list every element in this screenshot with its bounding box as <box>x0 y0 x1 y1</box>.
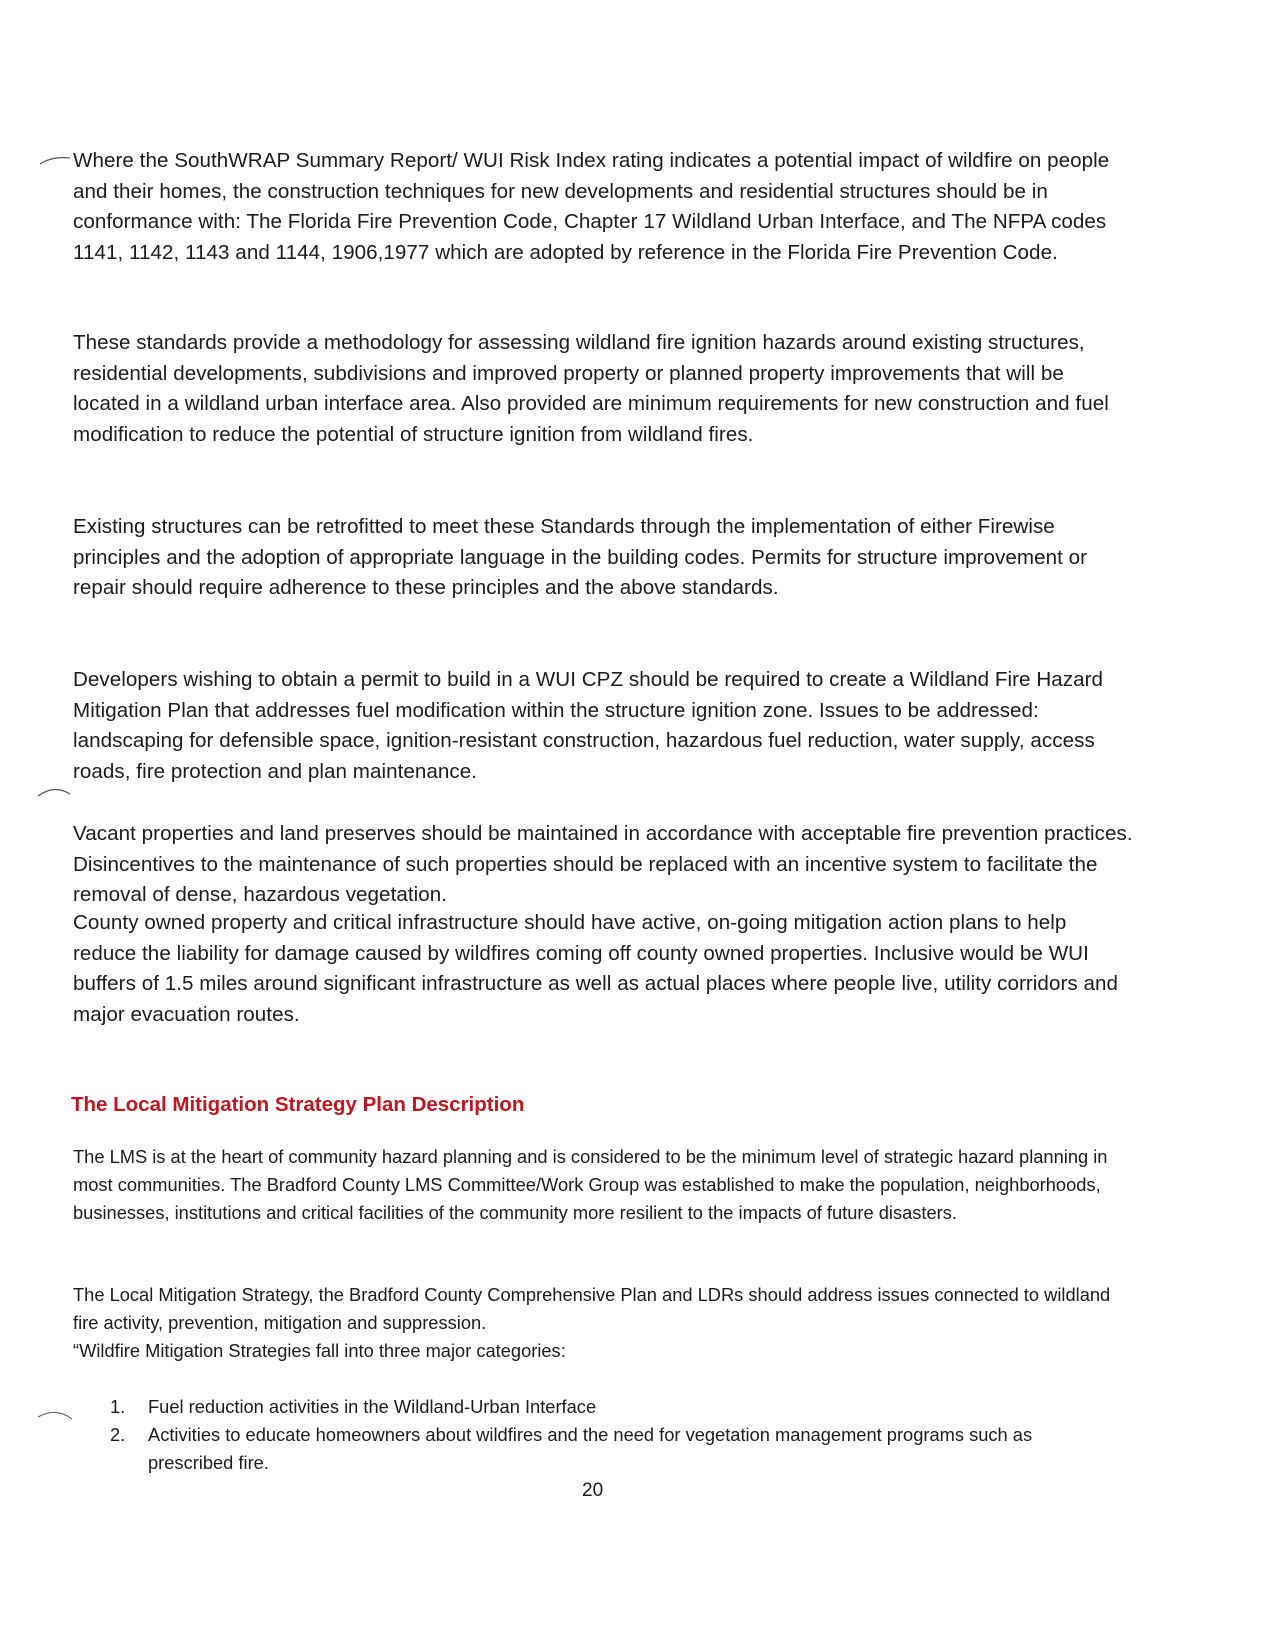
paragraph-county-owned-property: County owned property and critical infrastructure should have active, on-going mitigation action plans to help reduce the liability for damage caused by wildfires coming off county owned properties. Inclusive would be WUI buffers of 1.5 miles around significant infrastructure as well as actual places where people live, utility corridors and major evacuation routes. <box>73 911 1118 1026</box>
strategy-category-list <box>110 1393 1120 1477</box>
section-heading: The Local Mitigation Strategy Plan Description <box>71 1093 525 1116</box>
paragraph-strategy-categories: “Wildfire Mitigation Strategies fall into three major categories: <box>73 1340 566 1361</box>
list-item-number: 1. <box>110 1396 126 1417</box>
paragraph-vacant-properties: Vacant properties and land preserves should be maintained in accordance with acceptable fire prevention practices. Disincentives to the maintenance of such properties should be replaced with an incentive system to facilitate the removal of dense, hazardous vegetation. <box>73 822 1133 906</box>
list-item-text: Fuel reduction activities in the Wildland-Urban Interface <box>148 1396 597 1417</box>
list-item <box>110 1393 1120 1421</box>
scan-mark <box>36 782 76 802</box>
list-item-text: Activities to educate homeowners about wildfires and the need for vegetation management programs such as prescribed fire. <box>148 1424 1033 1473</box>
list-item-number: 2. <box>110 1424 126 1445</box>
paragraph-standards-methodology: These standards provide a methodology for assessing wildland fire ignition hazards around existing structures, residential developments, subdivisions and improved property or planned property improvements that will be located in a wildland urban interface area. Also provided are minimum requirements for new construction and fuel modification to reduce the potential of structure ignition from wildland fires. <box>73 331 1109 446</box>
paragraph-lms-description: The LMS is at the heart of community hazard planning and is considered to be the minimum level of strategic hazard planning in most communities. The Bradford County LMS Committee/Work Group was established to make the population, neighborhoods, businesses, institutions and critical facilities of the community more resilient to the impacts of future disasters. <box>73 1146 1108 1223</box>
paragraph-existing-structures: Existing structures can be retrofitted to meet these Standards through the implementation of either Firewise principles and the adoption of appropriate language in the building codes. Permits for structure improvement or repair should require adherence to these principles and the above standards. <box>73 515 1088 599</box>
list-item <box>110 1421 1120 1477</box>
page-number: 20 <box>582 1480 604 1501</box>
scan-mark <box>38 150 78 170</box>
paragraph-developers-permit: Developers wishing to obtain a permit to build in a WUI CPZ should be required to create a Wildland Fire Hazard Mitigation Plan that addresses fuel modification within the structure ignition zone. Issues to be addressed: landscaping for defensible space, ignition-resistant construction, hazardous fuel reduction, water supply, access roads, fire protection and plan maintenance. <box>73 668 1104 783</box>
scan-mark <box>36 1405 76 1425</box>
paragraph-wui-risk-index: Where the SouthWRAP Summary Report/ WUI Risk Index rating indicates a potential impact of wildfire on people and their homes, the construction techniques for new developments and residential structures should be in conformance with: The Florida Fire Prevention Code, Chapter 17 Wildland Urban Interface, and The NFPA codes 1141, 1142, 1143 and 1144, 1906,1977 which are adopted by reference in the Florida Fire Prevention Code. <box>73 149 1110 264</box>
paragraph-lms-issues: The Local Mitigation Strategy, the Bradford County Comprehensive Plan and LDRs should address issues connected to wildland fire activity, prevention, mitigation and suppression. <box>73 1284 1111 1333</box>
